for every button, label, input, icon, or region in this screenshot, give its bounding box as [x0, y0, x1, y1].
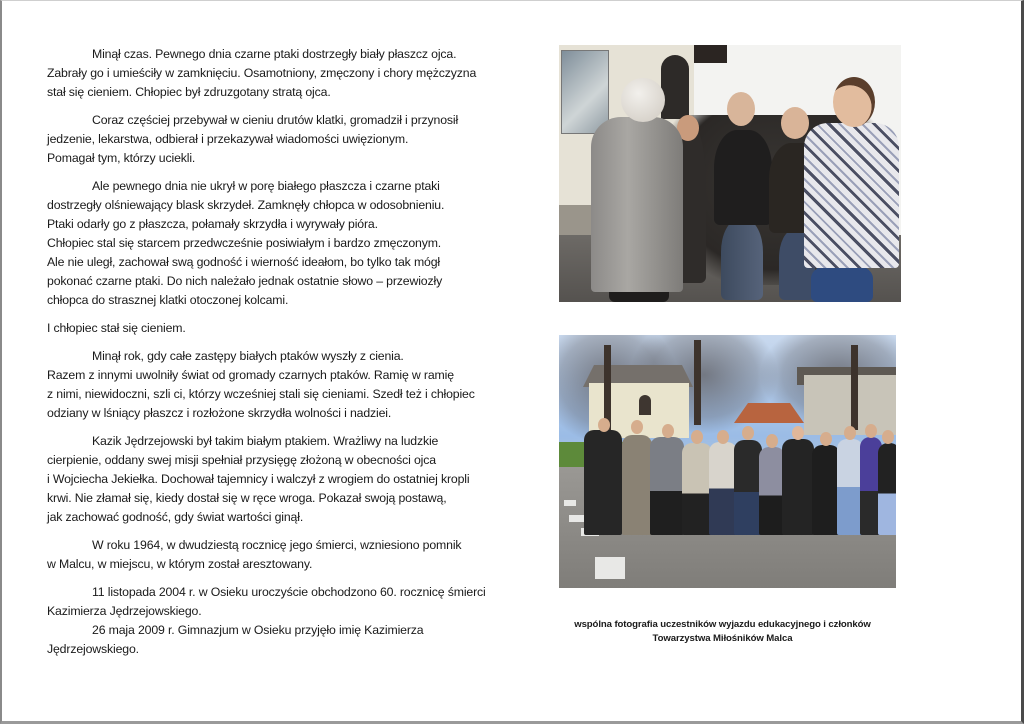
student-head [727, 92, 755, 126]
text-line: jak zachować godność, gdy świat wartości ginął. [47, 510, 304, 524]
text-line: pokonać czarne ptaki. Do nich należało jednak ostatnie słowo – przewiozły [47, 274, 443, 288]
text-line: Ale pewnego dnia nie ukrył w porę białego płaszcza i czarne ptaki [92, 179, 440, 193]
chapel-window [639, 395, 651, 415]
text-line: jedzenie, lekarstwa, odbierał i przekazywał wiadomości uwięzionym. [47, 132, 409, 146]
text-line: odziany w lśniący płaszcz i rozłożone skrzydła wolności i nadziei. [47, 406, 392, 420]
text-line: i Wojciecha Jekiełka. Dochował tajemnicy i walczył z wrogiem do ostatniej kropli [47, 472, 470, 486]
person-face [662, 424, 674, 438]
text-line: Coraz częściej przebywał w cieniu drutów klatki, gromadził i przynosił [92, 113, 459, 127]
chapel-plaque [561, 50, 609, 134]
text-line: Kazik Jędrzejowski był takim białym ptakiem. Wrażliwy na ludzkie [92, 434, 439, 448]
person-face [691, 430, 703, 444]
person-face [882, 430, 894, 444]
text-line: Minął czas. Pewnego dnia czarne ptaki dostrzegły biały płaszcz ojca. [92, 47, 457, 61]
caption-line-2: Towarzystwa Miłośników Malca [652, 633, 793, 644]
person-face [820, 432, 832, 446]
text-line: 11 listopada 2004 r. w Osieku uroczyście obchodzono 60. rocznicę śmierci [92, 585, 486, 599]
story-paragraph [47, 319, 517, 338]
chapel-arched-window [661, 55, 689, 119]
text-line: stał się cieniem. Chłopiec był zdruzgotany stratą ojca. [47, 85, 331, 99]
text-line: W roku 1964, w dwudziestą rocznicę jego śmierci, wzniesiono pomnik [92, 538, 462, 552]
story-paragraph [47, 347, 517, 423]
person [782, 439, 814, 535]
group-of-people [584, 420, 896, 535]
story-paragraph [47, 111, 517, 168]
person-face [598, 418, 610, 432]
text-line: dostrzegły olśniewający blask skrzydeł. Zamknęły chłopca w odosobnieniu. [47, 198, 445, 212]
student-checked-jacket [804, 123, 899, 268]
story-paragraph [47, 583, 517, 659]
person [878, 443, 896, 535]
text-line: Minął rok, gdy całe zastępy białych ptaków wyszły z cienia. [92, 349, 404, 363]
text-line: w Malcu, w miejscu, w którym został aresztowany. [47, 557, 313, 571]
text-line: Razem z innymi uwolniły świat od gromady czarnych ptaków. Ramię w ramię [47, 368, 454, 382]
person-face [717, 430, 729, 444]
person-face [766, 434, 778, 448]
student-head [833, 77, 875, 127]
text-line: Pomagał tym, którzy uciekli. [47, 151, 196, 165]
elder-man-head [621, 78, 665, 122]
student-figure [714, 130, 772, 225]
person [682, 443, 712, 535]
person [734, 440, 762, 535]
tree-trunk [694, 340, 701, 425]
text-line: Zabrały go i umieściły w zamknięciu. Osamotniony, zmęczony i chory mężczyzna [47, 66, 477, 80]
person [584, 430, 622, 535]
student-figure [721, 220, 763, 300]
student-figure [811, 263, 873, 302]
person [812, 445, 840, 535]
text-line: 26 maja 2009 r. Gimnazjum w Osieku przyjęło imię Kazimierza [92, 623, 424, 637]
text-line: z nimi, niewidoczni, szli ci, którzy wcześniej stali się cieniami. Szedł też i chłopiec [47, 387, 475, 401]
story-paragraph [47, 177, 517, 310]
story-text-column [47, 45, 517, 659]
photo-elder-talking-to-students [559, 45, 901, 302]
story-paragraph [47, 45, 517, 102]
text-line: Ale nie uległ, zachował swą godność i wierność ideałom, bo tylko tak mógł [47, 255, 441, 269]
photo-group-portrait [559, 335, 896, 588]
person [709, 442, 737, 535]
person [622, 435, 652, 535]
person [650, 437, 684, 535]
student-head [781, 107, 809, 139]
text-line: cierpienie, oddany swej misji spełniał przysięgę złożoną w obecności ojca [47, 453, 436, 467]
person-face [792, 426, 804, 440]
dark-sign [694, 45, 727, 63]
story-paragraph [47, 536, 517, 574]
person-face [865, 424, 877, 438]
photo-caption [550, 618, 895, 646]
road-marking [569, 515, 585, 522]
story-paragraph [47, 432, 517, 527]
person-face [742, 426, 754, 440]
elder-man-figure [591, 117, 683, 292]
text-line: chłopca do strasznej klatki otoczonej kolcami. [47, 293, 289, 307]
person-face [631, 420, 643, 434]
text-line: krwi. Nie złamał się, kiedy dostał się w ręce wroga. Pokazał swoją postawą, [47, 491, 447, 505]
road-marking [595, 557, 625, 579]
road-marking [564, 500, 576, 506]
tree-trunk [851, 345, 858, 430]
text-line: Ptaki odarły go z płaszcza, połamały skrzydła i wyrywały pióra. [47, 217, 378, 231]
text-line: Kazimierza Jędrzejowskiego. [47, 604, 202, 618]
text-line: Chłopiec stal się starcem przedwcześnie posiwiałym i bardzo zmęczonym. [47, 236, 442, 250]
text-line: Jędrzejowskiego. [47, 642, 139, 656]
caption-line-1: wspólna fotografia uczestników wyjazdu edukacyjnego i członków [574, 619, 871, 630]
text-line: I chłopiec stał się cieniem. [47, 321, 186, 335]
person-face [844, 426, 856, 440]
